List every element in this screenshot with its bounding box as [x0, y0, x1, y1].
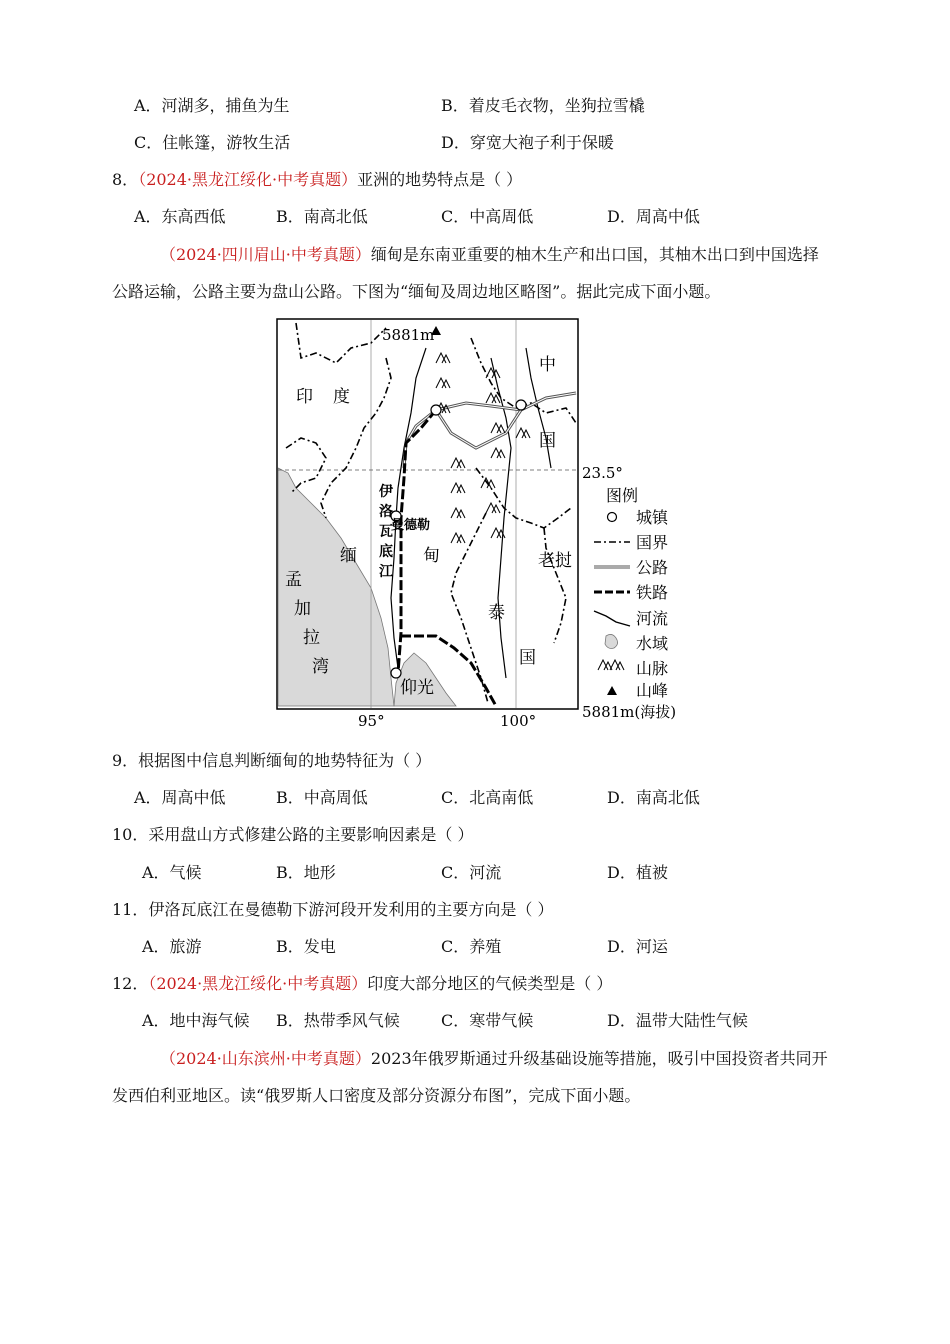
legend-town-icon — [608, 513, 617, 522]
label-india-2: 度 — [333, 387, 350, 407]
label-river-5: 江 — [379, 564, 393, 580]
q12-option-b: B．热带季风气候 — [276, 1011, 400, 1030]
question-stem: 印度大部分地区的气候类型是（ ） — [367, 974, 613, 993]
q8-option-b: B．南高北低 — [276, 207, 368, 226]
label-river-1: 伊 — [379, 484, 393, 500]
q9-option-b: B．中高周低 — [276, 788, 368, 807]
passage-text: 缅甸是东南亚重要的柚木生产和出口国，其柚木出口到中国选择 — [370, 245, 819, 264]
label-bay-2: 加 — [294, 599, 311, 619]
q10-option-c: C．河流 — [441, 863, 502, 882]
question-source: （2024·黑龙江绥化·中考真题） — [148, 974, 368, 993]
question-source: （2024·黑龙江绥化·中考真题） — [138, 170, 358, 189]
question-8 — [112, 169, 522, 191]
label-china-1: 中 — [539, 355, 556, 375]
passage-text: 2023年俄罗斯通过升级基础设施等措施，吸引中国投资者共同开 — [370, 1049, 828, 1068]
label-river-2: 洛 — [379, 504, 393, 520]
question-stem: 亚洲的地势特点是（ ） — [357, 170, 523, 189]
label-thailand-2: 国 — [519, 648, 536, 668]
question-number: 12． — [112, 974, 149, 993]
label-bay-4: 湾 — [312, 657, 329, 677]
passage-1-line-2: 公路运输，公路主要为盘山公路。下图为“缅甸及周边地区略图”。据此完成下面小题。 — [112, 282, 721, 301]
town-marker-yangon — [391, 668, 401, 678]
label-myanmar-2: 甸 — [423, 546, 440, 566]
q12-option-d: D．温带大陆性气候 — [607, 1011, 748, 1030]
q11-option-d: D．河运 — [607, 937, 668, 956]
label-myanmar-1: 缅 — [340, 546, 357, 566]
map-legend — [582, 486, 676, 721]
passage-1-line-1 — [160, 244, 819, 266]
question-number: 8． — [112, 170, 139, 189]
q7-option-d: D．穿宽大袍子利于保暖 — [441, 133, 614, 152]
q11-option-b: B．发电 — [276, 937, 336, 956]
legend-peak-icon — [607, 686, 617, 695]
label-river-4: 底 — [379, 544, 393, 560]
question-10-stem: 10．采用盘山方式修建公路的主要影响因素是（ ） — [112, 825, 474, 844]
label-river-3: 瓦 — [379, 524, 393, 540]
legend-item-river: 河流 — [636, 609, 669, 628]
legend-water-icon — [605, 634, 618, 648]
label-china-2: 国 — [539, 431, 556, 451]
q7-option-b: B．着皮毛衣物，坐狗拉雪橇 — [441, 96, 645, 115]
q10-option-d: D．植被 — [607, 863, 668, 882]
town-marker-east — [516, 400, 526, 410]
legend-peak-note: 5881m(海拔) — [582, 703, 677, 721]
passage-2-line-1 — [160, 1048, 828, 1070]
q7-option-a: A．河湖多，捕鱼为生 — [134, 96, 290, 115]
label-bay-3: 拉 — [303, 628, 320, 648]
legend-item-mountain: 山脉 — [636, 659, 669, 678]
q10-option-b: B．地形 — [276, 863, 336, 882]
legend-river-icon — [594, 611, 630, 626]
peak-label: 5881m — [382, 326, 435, 344]
label-india-1: 印 — [296, 387, 313, 407]
town-marker-north — [431, 405, 441, 415]
label-bay-1: 孟 — [285, 570, 302, 590]
passage-source: （2024·山东滨州·中考真题） — [160, 1049, 371, 1068]
legend-item-town: 城镇 — [636, 508, 669, 527]
q7-option-c: C．住帐篷，游牧生活 — [134, 133, 291, 152]
q12-option-c: C．寒带气候 — [441, 1011, 534, 1030]
q10-option-a: A．气候 — [142, 863, 202, 882]
legend-item-peak: 山峰 — [636, 681, 669, 700]
q11-option-c: C．养殖 — [441, 937, 502, 956]
legend-item-railway: 铁路 — [636, 583, 669, 602]
q8-option-d: D．周高中低 — [607, 207, 700, 226]
label-yangon: 仰光 — [400, 678, 434, 698]
question-9-stem: 9．根据图中信息判断缅甸的地势特征为（ ） — [112, 751, 432, 770]
legend-item-road: 公路 — [636, 558, 669, 577]
myanmar-map — [276, 318, 677, 730]
label-laos: 老挝 — [538, 551, 572, 571]
q8-option-c: C．中高周低 — [441, 207, 534, 226]
legend-item-water: 水域 — [636, 634, 669, 653]
question-12 — [112, 973, 612, 995]
label-lon-100: 100° — [500, 712, 537, 730]
q9-option-a: A．周高中低 — [134, 788, 226, 807]
question-11-stem: 11．伊洛瓦底江在曼德勒下游河段开发利用的主要方向是（ ） — [112, 900, 554, 919]
q9-option-c: C．北高南低 — [441, 788, 534, 807]
q9-option-d: D．南高北低 — [607, 788, 700, 807]
legend-item-border: 国界 — [636, 533, 669, 552]
legend-mountain-icon — [598, 660, 624, 670]
label-mandalay: 曼德勒 — [391, 518, 431, 533]
label-thailand-1: 泰 — [488, 603, 505, 623]
label-lon-95: 95° — [358, 712, 385, 730]
q8-option-a: A．东高西低 — [134, 207, 226, 226]
passage-2-line-2: 发西伯利亚地区。读“俄罗斯人口密度及部分资源分布图”，完成下面小题。 — [112, 1086, 641, 1105]
label-latitude: 23.5° — [582, 464, 623, 482]
legend-title: 图例 — [606, 486, 639, 505]
q12-option-a: A．地中海气候 — [142, 1011, 250, 1030]
q11-option-a: A．旅游 — [142, 937, 202, 956]
passage-source: （2024·四川眉山·中考真题） — [160, 245, 371, 264]
